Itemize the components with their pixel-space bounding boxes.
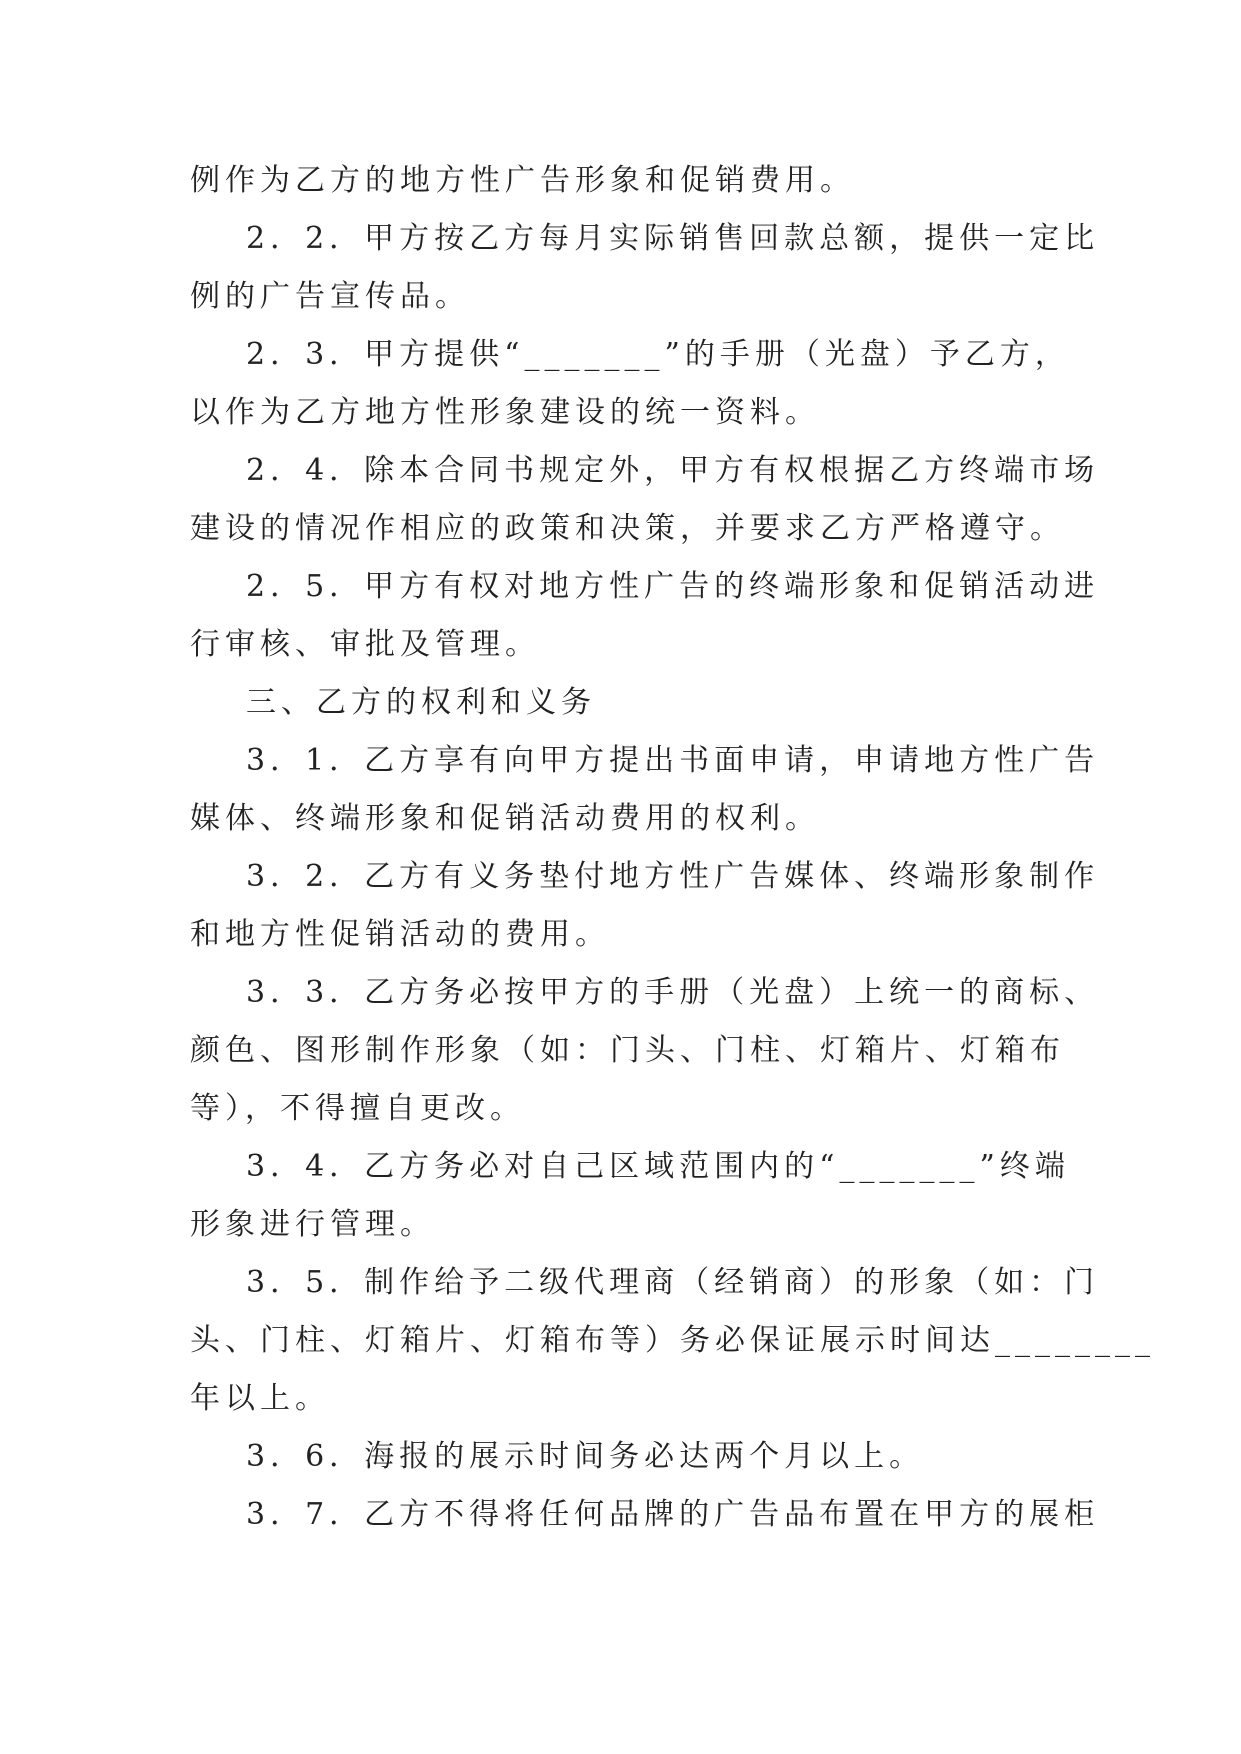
document-line: 头、门柱、灯箱片、灯箱布等）务必保证展示时间达________ [190,1323,1155,1358]
document-line: 3．5．制作给予二级代理商（经销商）的形象（如：门 [246,1265,1100,1300]
document-line: 年以上。 [190,1381,330,1416]
document-line: 和地方性促销活动的费用。 [190,917,610,952]
document-line: 以作为乙方地方性形象建设的统一资料。 [190,395,820,430]
document-line: 行审核、审批及管理。 [190,627,540,662]
document-line: 3．1．乙方享有向甲方提出书面申请，申请地方性广告 [246,743,1100,778]
document-line: 例作为乙方的地方性广告形象和促销费用。 [190,163,855,198]
document-line: 2．4．除本合同书规定外，甲方有权根据乙方终端市场 [246,453,1100,488]
document-line: 3．7．乙方不得将任何品牌的广告品布置在甲方的展柜 [246,1497,1100,1532]
document-line: 3．4．乙方务必对自己区域范围内的“_______”终端 [246,1149,1070,1184]
document-line: 建设的情况作相应的政策和决策，并要求乙方严格遵守。 [190,511,1065,546]
document-line: 形象进行管理。 [190,1207,435,1242]
document-line: 例的广告宣传品。 [190,279,470,314]
document-line: 2．2．甲方按乙方每月实际销售回款总额，提供一定比 [246,221,1100,256]
document-line: 等），不得擅自更改。 [190,1091,525,1126]
document-line: 媒体、终端形象和促销活动费用的权利。 [190,801,820,836]
document-line: 2．3．甲方提供“_______”的手册（光盘）予乙方， [246,337,1070,372]
document-line: 3．2．乙方有义务垫付地方性广告媒体、终端形象制作 [246,859,1100,894]
document-line: 2．5．甲方有权对地方性广告的终端形象和促销活动进 [246,569,1100,604]
document-line: 3．6．海报的展示时间务必达两个月以上。 [246,1439,925,1474]
document-body [190,152,1155,1544]
document-line: 三、乙方的权利和义务 [246,685,596,720]
document-line: 颜色、图形制作形象（如：门头、门柱、灯箱片、灯箱布 [190,1033,1065,1068]
document-line: 3．3．乙方务必按甲方的手册（光盘）上统一的商标、 [246,975,1100,1010]
